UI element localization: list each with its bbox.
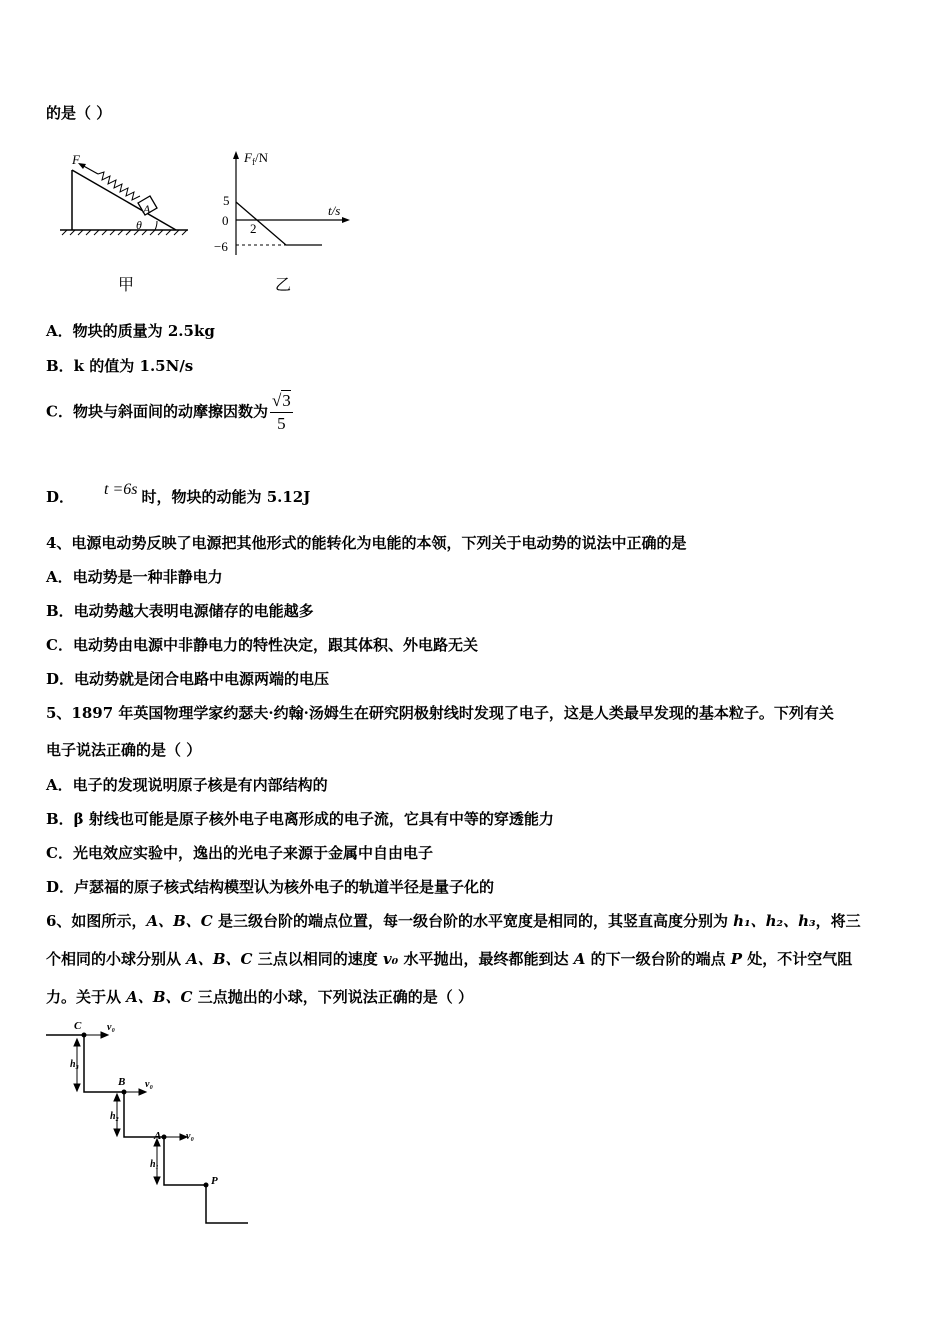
svg-text:Ff/N	[243, 150, 269, 167]
label-theta: θ	[136, 218, 142, 232]
q6-l2-A: A	[573, 950, 586, 968]
label-A: A	[154, 1130, 162, 1142]
label-A: A	[143, 202, 151, 216]
q6-l2-abc: A、B、C	[186, 950, 253, 968]
figure-friction-graph	[210, 145, 355, 265]
label-C: C	[74, 1020, 82, 1032]
figure-staircase	[40, 1015, 255, 1230]
q4-option-c: C．电动势由电源中非静电力的特性决定，跟其体积、外电路无关	[46, 636, 478, 654]
q6-l1-h: h₁、h₂、h₃	[733, 912, 816, 930]
axis-sub-f: f	[251, 157, 255, 167]
figure-incline	[58, 150, 193, 245]
q3-option-d-text: 时，物块的动能为 5.12J	[141, 488, 311, 506]
label-B: B	[118, 1076, 126, 1088]
label-v0-c: v₀	[107, 1022, 115, 1033]
q4-option-d: D．电动势就是闭合电路中电源两端的电压	[46, 670, 330, 688]
figure-caption-jia: 甲	[118, 275, 135, 294]
axis-label-F: F	[244, 150, 252, 165]
q6-l1-b: 是三级台阶的端点位置，每一级台阶的水平宽度是相同的，其竖直高度分别为	[212, 912, 734, 930]
fraction-numerator: 3	[282, 391, 291, 410]
q6-l1-abc: A、B、C	[146, 912, 213, 930]
q3-option-d-math: t =6s	[104, 481, 138, 498]
axis-label-t: t/s	[328, 203, 341, 218]
label-v0-a: v₀	[186, 1131, 194, 1142]
q5-stem-line1: 5、1897 年英国物理学家约瑟夫·约翰·汤姆生在研究阴极射线时发现了电子，这是人类最早发现的基本粒子。下列有关	[46, 704, 834, 722]
label-F: F	[72, 152, 80, 167]
q4-option-b: B．电动势越大表明电源储存的电能越多	[46, 602, 314, 620]
q6-l3-b: 三点抛出的小球，下列说法正确的是（ ）	[192, 988, 473, 1006]
fraction-denominator: 5	[277, 414, 286, 433]
label-h3: h₃	[70, 1059, 80, 1070]
q5-option-b: B．β 射线也可能是原子核外电子电离形成的电子流，它具有中等的穿透能力	[46, 810, 554, 828]
q6-l3-abc: A、B、C	[126, 988, 193, 1006]
tick-0: 0	[222, 213, 229, 228]
q6-l1-c: ，将三	[815, 912, 861, 930]
q6-stem-line2	[46, 948, 852, 969]
tick-2: 2	[250, 221, 257, 236]
q6-l2-v: v₀	[382, 950, 399, 968]
q6-l2-a: 个相同的小球分别从	[46, 950, 187, 968]
q6-l2-d: 的下一级台阶的端点	[585, 950, 731, 968]
q3-stem-tail: 的是（ ）	[46, 104, 112, 122]
q3-option-c	[46, 390, 293, 435]
q3-option-b: B．k 的值为 1.5N/s	[46, 357, 194, 375]
q3-option-a: A．物块的质量为 2.5kg	[46, 322, 215, 340]
label-h1: h₁	[150, 1159, 160, 1170]
q4-stem: 4、电源电动势反映了电源把其他形式的能转化为电能的本领，下列关于电动势的说法中正确的是	[46, 534, 687, 552]
q3-option-d-prefix: D．	[46, 488, 75, 506]
q5-option-c: C．光电效应实验中，逸出的光电子来源于金属中自由电子	[46, 844, 433, 862]
q6-l2-P: P	[730, 950, 743, 968]
fraction-sqrt3-over-5: $\frac{√3}{5}$	[271, 391, 291, 433]
q4-option-a: A．电动势是一种非静电力	[46, 568, 223, 586]
label-P: P	[211, 1175, 218, 1187]
q6-stem-line1	[46, 910, 861, 931]
tick-neg6: −6	[214, 239, 228, 254]
axis-unit-N: /N	[254, 150, 268, 165]
label-h2: h₂	[110, 1111, 120, 1122]
q6-l2-c: 水平抛出，最终都能到达	[398, 950, 574, 968]
q6-l1-a: 6、如图所示，	[46, 912, 147, 930]
q5-option-a: A．电子的发现说明原子核是有内部结构的	[46, 776, 328, 794]
q3-option-c-text: C．物块与斜面间的动摩擦因数为	[46, 402, 268, 421]
q6-l3-a: 力。关于从	[46, 988, 127, 1006]
tick-5: 5	[223, 193, 230, 208]
q6-l2-b: 三点以相同的速度	[252, 950, 383, 968]
label-v0-b: v₀	[145, 1079, 153, 1090]
q3-option-d	[46, 481, 311, 507]
q5-stem-line2: 电子说法正确的是（ ）	[46, 741, 202, 759]
q6-stem-line3	[46, 986, 473, 1007]
figure-caption-yi: 乙	[275, 275, 292, 294]
q5-option-d: D．卢瑟福的原子核式结构模型认为核外电子的轨道半径是量子化的	[46, 878, 495, 896]
q6-l2-e: 处，不计空气阻	[742, 950, 853, 968]
